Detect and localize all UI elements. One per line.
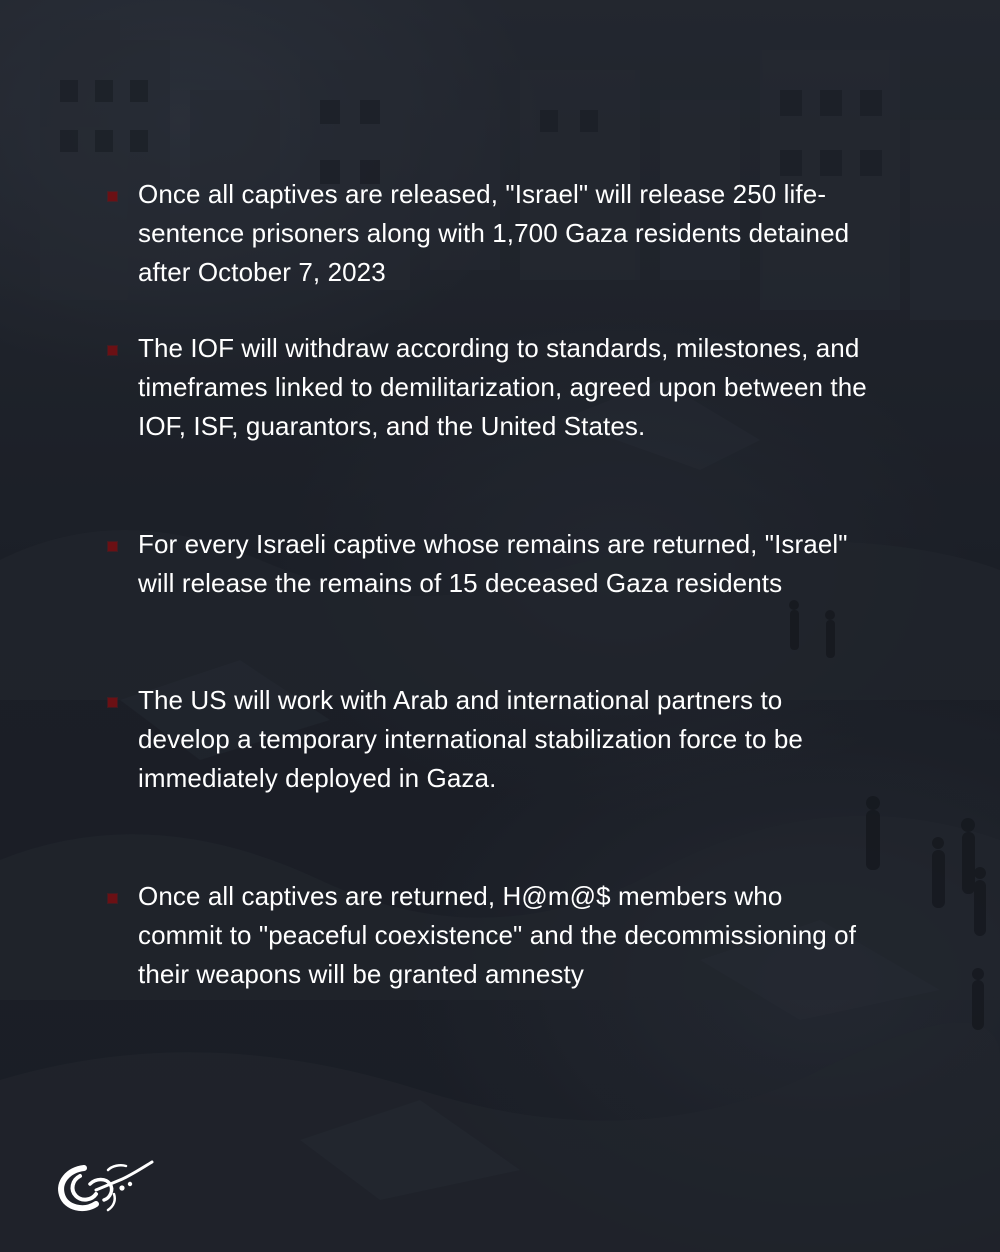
bullet-text: The US will work with Arab and international partners to develop a temporary international stabilization force to be immediately deployed in Gaza. [138,685,803,793]
bullet-text: Once all captives are returned, H@m@$ members who commit to "peaceful coexistence" and the decommissioning of their weapons will be granted amnesty [138,881,857,989]
bullet-marker [108,894,117,903]
bullet-marker [108,698,117,707]
bullet-text: Once all captives are released, "Israel" will release 250 life-sentence prisoners along with 1,700 Gaza residents detained after October 7, 2023 [138,179,850,287]
bullet-marker [108,192,117,201]
bullet-text: For every Israeli captive whose remains are returned, "Israel" will release the remains of 15 deceased Gaza residents [138,529,848,598]
al-mayadeen-logo-icon [50,1150,160,1220]
bullet-marker [108,346,117,355]
bullet-marker [108,542,117,551]
bullet-text: The IOF will withdraw according to standards, milestones, and timeframes linked to demilitarization, agreed upon between the IOF, ISF, guarantors, and the United States. [138,333,867,441]
